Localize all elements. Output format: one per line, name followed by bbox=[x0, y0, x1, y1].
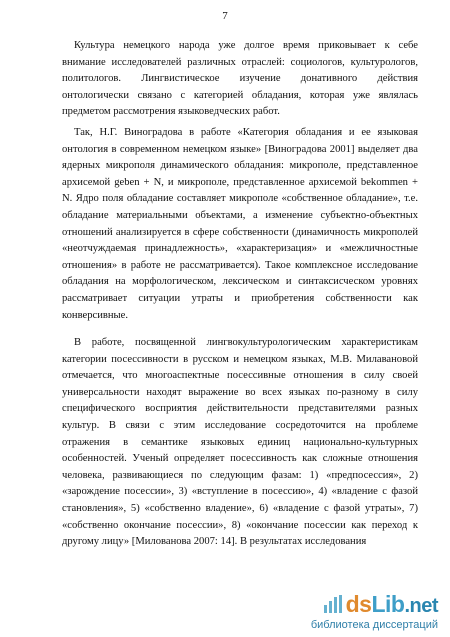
text-line: становления», 5) «собственно владение», 6) «владение с фазой утраты», 7) bbox=[62, 502, 418, 514]
text-line: особенностей. Ученый определяет посессивность как сложные отношения bbox=[62, 453, 418, 465]
text-line: «неотчуждаемая принадлежность», «характеризация» и «межличностные bbox=[62, 243, 418, 255]
text-line: ядерных микрополя динамического обладания: микрополе, представленное bbox=[62, 160, 418, 172]
text-line: политологов. Лингвистическое изучение донативного действия bbox=[62, 73, 418, 85]
text-line: архисемой geben + N, и микрополе, представленное архисемой bekommen + bbox=[62, 176, 418, 188]
text-line: N. Ядро поля обладание составляет микрополе «собственное обладание», т.е. bbox=[62, 193, 418, 205]
text-line: культур. В связи с этим исследование сосредоточится на проблеме bbox=[62, 419, 418, 431]
text-line: конверсивные. bbox=[62, 309, 129, 321]
text-line: Культура немецкого народа уже долгое время приковывает к себе bbox=[74, 40, 418, 51]
watermark-logo-ds: ds bbox=[345, 590, 372, 617]
text-line: «собственно окончание посессии», 8) «окончание посессии как переход к bbox=[62, 519, 418, 531]
text-line: категории посессивности в русском и немецком языках, М.В. Милавановой bbox=[62, 353, 418, 365]
text-line: универсальности находят выражение во всех языках по-разному в силу bbox=[62, 386, 418, 398]
text-line: отношений анализируется в сфере собственности (динамичность микрополей bbox=[62, 226, 418, 238]
dslib-watermark bbox=[274, 591, 442, 631]
text-line: человека, развивающиеся по следующим фазам: 1) «предпосессия», 2) bbox=[62, 469, 418, 481]
text-line: отмечается, что многоаспектные посессивные отношения в силу своей bbox=[62, 370, 418, 382]
bars-logo-icon bbox=[324, 595, 342, 613]
text-line: другому лицу» [Милованова 2007: 14]. В результатах исследования bbox=[62, 536, 367, 548]
text-line: онтология в современном немецком языке» [Виноградова 2001] выделяет два bbox=[62, 143, 418, 155]
watermark-subtitle: библиотека диссертаций bbox=[310, 619, 438, 631]
text-line: отражения в семантике языковых единиц национально-культурных bbox=[62, 436, 418, 448]
paragraph-2 bbox=[62, 125, 418, 324]
text-line: рассматривает ситуации утраты и приобретения собственности как bbox=[62, 292, 418, 304]
text-line: специфического восприятия действительности представителями разных bbox=[62, 403, 418, 415]
page-number: 7 bbox=[222, 10, 228, 22]
text-line: отношения» в работе не рассматривается). Такое комплексное исследование bbox=[62, 259, 418, 271]
text-line: онтологически связано с категорией обладания, которая уже являлась bbox=[62, 89, 418, 101]
watermark-logo bbox=[324, 591, 438, 617]
text-line: Так, Н.Г. Виноградова в работе «Категория обладания и ее языковая bbox=[74, 127, 418, 138]
text-line: предметом рассмотрения языковедческих работ. bbox=[62, 106, 280, 118]
text-line: «зарождение посессии», 3) «вступление в посессию», 4) «владение с фазой bbox=[62, 486, 418, 498]
text-line: обладания на морфологическом, лексическом и синтаксисческом уровнях bbox=[62, 276, 418, 288]
paragraph-1 bbox=[62, 38, 418, 121]
watermark-logo-lib: Lib bbox=[371, 590, 405, 617]
text-line: В работе, посвященной лингвокультурологическим характеристикам bbox=[74, 337, 418, 348]
paragraph-3 bbox=[62, 335, 418, 551]
watermark-logo-net: .net bbox=[404, 594, 438, 617]
text-line: внимание исследователей различных отраслей: социологов, культурологов, bbox=[62, 56, 418, 68]
text-line: обладание материальными объектами, а изменение субъектно-объектных bbox=[62, 209, 418, 221]
